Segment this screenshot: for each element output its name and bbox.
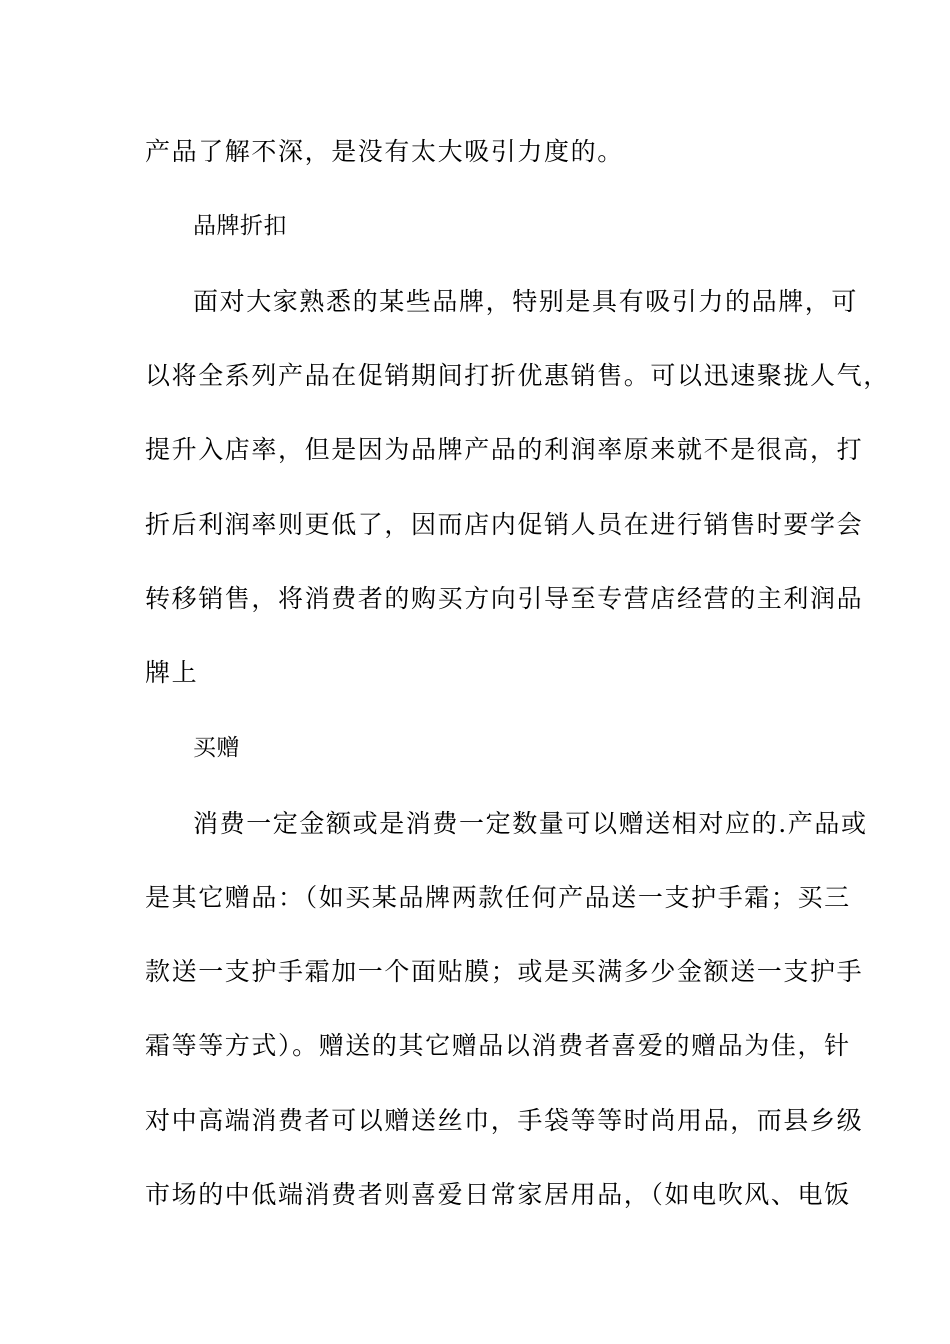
paragraph-line: 对中高端消费者可以赠送丝巾，手袋等等时尚用品，而县乡级 (145, 1106, 864, 1135)
paragraph-line: 牌上 (145, 658, 199, 687)
paragraph-line: 转移销售，将消费者的购买方向引导至专营店经营的主利润品 (145, 584, 864, 613)
section-heading-buy-gift: 买赠 (193, 735, 240, 761)
paragraph-line: 消费一定金额或是消费一定数量可以赠送相对应的.产品或 (193, 809, 868, 838)
paragraph-line: 款送一支护手霜加一个面贴膜；或是买满多少金额送一支护手 (145, 957, 864, 986)
paragraph-line: 面对大家熟悉的某些品牌，特别是具有吸引力的品牌，可 (193, 287, 859, 316)
paragraph-line: 折后利润率则更低了，因而店内促销人员在进行销售时要学会 (145, 510, 864, 539)
paragraph-line: 霜等等方式）。赠送的其它赠品以消费者喜爱的赠品为佳，针 (145, 1031, 851, 1060)
paragraph-line: 提升入店率，但是因为品牌产品的利润率原来就不是很高，打 (145, 435, 864, 464)
paragraph-line: 是其它赠品：（如买某品牌两款任何产品送一支护手霜；买三 (145, 883, 851, 912)
section-heading-brand-discount: 品牌折扣 (193, 213, 287, 239)
paragraph-line: 产品了解不深，是没有太大吸引力度的。 (145, 137, 624, 166)
paragraph-line: 以将全系列产品在促销期间打折优惠销售。可以迅速聚拢人气， (145, 361, 890, 390)
paragraph-line: 市场的中低端消费者则喜爱日常家居用品，（如电吹风、电饭 (145, 1180, 851, 1209)
